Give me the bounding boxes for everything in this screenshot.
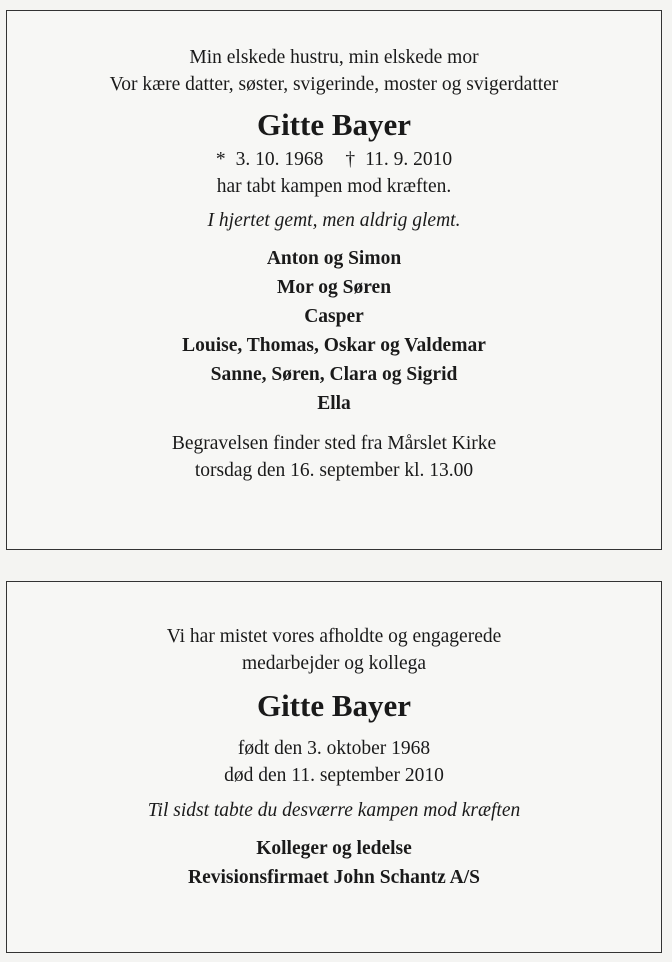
mourner-line: Anton og Simon (266, 248, 402, 269)
death-cross-icon: † (345, 149, 356, 170)
signer-line: Revisionsfirmaet John Schantz A/S (188, 867, 480, 888)
funeral-line-2: torsdag den 16. september kl. 13.00 (194, 460, 474, 481)
death-date: 11. 9. 2010 (365, 149, 453, 170)
funeral-line-1: Begravelsen finder sted fra Mårslet Kirke (171, 433, 497, 454)
mourner-line: Casper (304, 306, 364, 327)
mourner-line: Mor og Søren (276, 277, 392, 298)
company-obituary-notice (6, 581, 662, 953)
birth-date: 3. 10. 1968 (235, 149, 324, 170)
memorial-quote: Til sidst tabte du desværre kampen mod kræften (147, 800, 521, 821)
mourner-line: Louise, Thomas, Oskar og Valdemar (182, 335, 486, 356)
life-dates (7, 146, 661, 173)
intro-line-1: Vi har mistet vores afholdte og engagerede (166, 626, 502, 647)
mourner-line: Sanne, Søren, Clara og Sigrid (210, 364, 458, 385)
birth-line: født den 3. oktober 1968 (237, 738, 431, 759)
deceased-name: Gitte Bayer (256, 688, 412, 723)
intro-line-2: medarbejder og kollega (241, 653, 427, 674)
signer-line: Kolleger og ledelse (256, 838, 412, 859)
deceased-name: Gitte Bayer (256, 107, 412, 142)
birth-star-icon: * (215, 149, 226, 170)
family-obituary-notice (6, 10, 662, 550)
mourner-line: Ella (317, 393, 351, 414)
intro-line-2: Vor kære datter, søster, svigerinde, moster og svigerdatter (109, 74, 559, 95)
cause-text: har tabt kampen mod kræften. (216, 176, 452, 197)
intro-line-1: Min elskede hustru, min elskede mor (189, 47, 479, 68)
memorial-quote: I hjertet gemt, men aldrig glemt. (207, 210, 461, 231)
death-line: død den 11. september 2010 (224, 765, 444, 786)
